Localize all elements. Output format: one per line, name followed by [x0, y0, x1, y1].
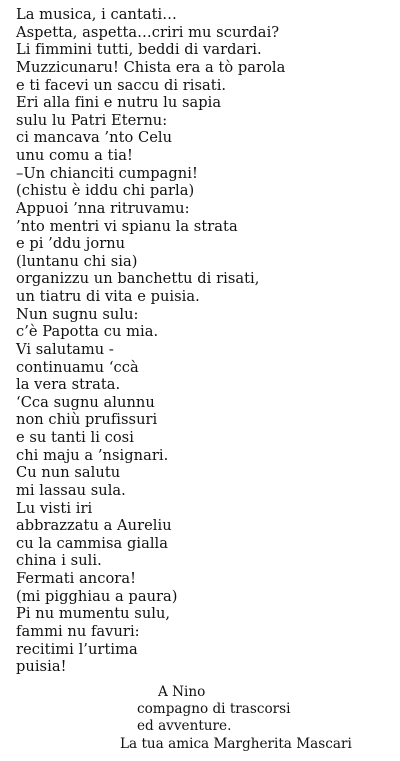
- poem-line: e pi ’ddu jornu: [16, 235, 126, 253]
- poem-line: organizzu un banchettu di risati,: [16, 270, 260, 288]
- poem-line: cu la cammisa gialla: [16, 534, 169, 552]
- poem: [16, 6, 396, 676]
- dedication: [0, 684, 400, 753]
- poem-line: (chistu è iddu chi parla): [16, 182, 195, 200]
- poem-line: puisia!: [16, 658, 67, 676]
- poem-line: (mi pigghiau a paura): [16, 587, 178, 605]
- poem-line: sulu lu Patri Eternu:: [16, 111, 168, 129]
- poem-line: Aspetta, aspetta…criri mu scurdai?: [16, 23, 280, 41]
- poem-line: Appuoi ’nna ritruvamu:: [16, 199, 190, 217]
- poem-line: mi lassau sula.: [16, 481, 126, 499]
- poem-line: Lu visti iri: [16, 499, 93, 517]
- poem-line: Eri alla fini e nutru lu sapia: [16, 94, 222, 112]
- poem-line: e ti facevi un saccu di risati.: [16, 76, 227, 94]
- poem-line: ci mancava ’nto Celu: [16, 129, 173, 147]
- poem-line: Muzzicunaru! Chista era a tò parola: [16, 58, 286, 76]
- poem-line: (luntanu chi sia): [16, 252, 138, 270]
- poem-line: Nun sugnu sulu:: [16, 305, 139, 323]
- poem-line: la vera strata.: [16, 376, 121, 394]
- poem-line: e su tanti li cosi: [16, 429, 134, 446]
- poem-line: un tiatru di vita e puisia.: [16, 288, 200, 305]
- poem-line: Li fimmini tutti, beddi di vardari.: [16, 41, 262, 59]
- poem-line: ’nto mentri vi spianu la strata: [16, 217, 238, 235]
- poem-line: ‘Cca sugnu alunnu: [16, 393, 155, 411]
- poem-line: La musica, i cantati…: [16, 6, 177, 23]
- poem-line: Vi salutamu -: [16, 340, 114, 358]
- poem-line: continuamu ‘ccà: [16, 358, 139, 376]
- poem-line: Pi nu mumentu sulu,: [16, 605, 171, 623]
- dedication-line: ed avventure.: [137, 718, 232, 735]
- poem-line: recitimi l’urtima: [16, 640, 138, 658]
- dedication-signature: La tua amica Margherita Mascari: [120, 735, 352, 752]
- dedication-recipient: A Nino: [158, 684, 206, 700]
- poem-line: unu comu a tia!: [16, 147, 133, 164]
- dedication-line: compagno di trascorsi: [137, 701, 291, 718]
- poem-line: Cu nun salutu: [16, 464, 121, 482]
- poem-line: Fermati ancora!: [16, 570, 137, 587]
- poem-line: fammi nu favuri:: [16, 622, 140, 640]
- poem-line: c’è Papotta cu mia.: [16, 323, 159, 341]
- poem-line: –Un chianciti cumpagni!: [16, 164, 198, 182]
- poem-line: abbrazzatu a Aureliu: [16, 517, 172, 535]
- poem-line: non chiù prufissuri: [16, 411, 158, 429]
- poem-line: china i suli.: [16, 552, 102, 570]
- poem-line: chi maju a ’nsignari.: [16, 446, 169, 464]
